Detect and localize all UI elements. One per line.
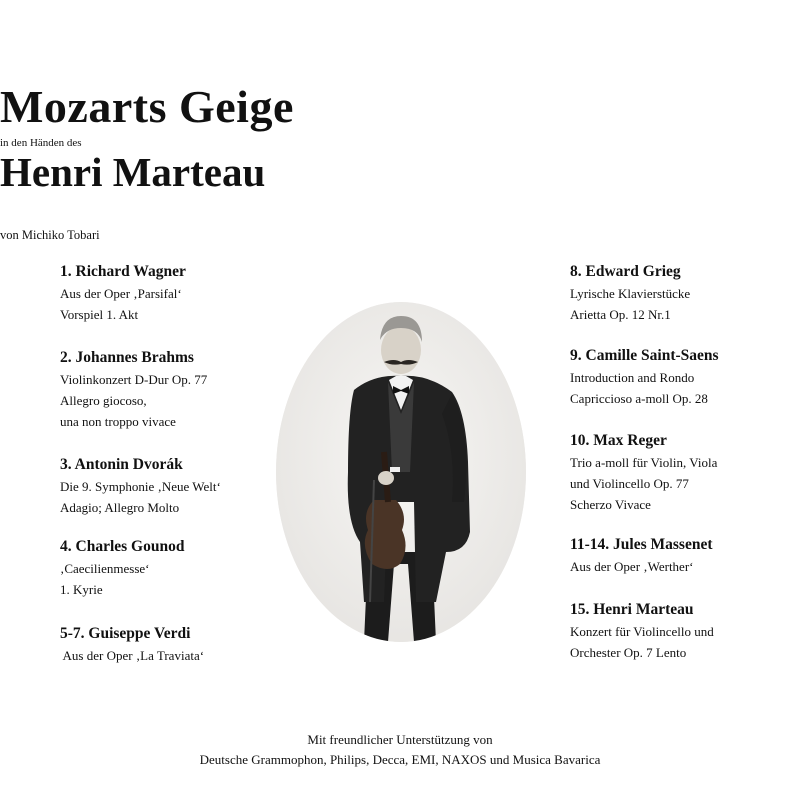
- track-line: Violinkonzert D-Dur Op. 77: [60, 372, 208, 387]
- composer-title: 3. Antonin Dvorák: [60, 456, 183, 473]
- footer-line: Deutsche Grammophon, Philips, Decca, EMI, NAXOS und Musica Bavarica: [199, 752, 601, 767]
- track-line: Adagio; Allegro Molto: [60, 500, 180, 515]
- track-line: Capriccioso a-moll Op. 28: [570, 391, 708, 406]
- track-item: [60, 262, 310, 325]
- composer-title: 11-14. Jules Massenet: [570, 536, 713, 553]
- track-line: Konzert für Violincello und: [570, 624, 714, 639]
- track-item: [60, 348, 310, 432]
- track-item: [570, 346, 790, 409]
- track-item: [60, 537, 310, 600]
- track-line: Lyrische Klavierstücke: [570, 286, 691, 301]
- composer-title: 5-7. Guiseppe Verdi: [60, 625, 191, 642]
- page-title: Mozarts Geige: [0, 81, 294, 132]
- track-line: Aus der Oper ‚La Traviata‘: [60, 648, 205, 663]
- composer-title: 8. Edward Grieg: [570, 263, 681, 280]
- footer-line: Mit freundlicher Unterstützung von: [307, 732, 493, 747]
- subtitle: in den Händen des: [0, 137, 82, 149]
- track-line: Aus der Oper ‚Werther‘: [570, 559, 694, 574]
- track-line: Vorspiel 1. Akt: [60, 307, 139, 322]
- track-line: Allegro giocoso,: [60, 393, 147, 408]
- track-item: [570, 600, 790, 663]
- track-item: [60, 624, 310, 666]
- track-line: Arietta Op. 12 Nr.1: [570, 307, 671, 322]
- composer-title: 9. Camille Saint-Saens: [570, 347, 719, 364]
- track-item: [60, 455, 310, 518]
- track-line: Aus der Oper ‚Parsifal‘: [60, 286, 182, 301]
- composer-title: 15. Henri Marteau: [570, 601, 694, 618]
- portrait-photo: [276, 302, 526, 642]
- violinist-portrait-icon: [276, 302, 526, 642]
- track-line: Die 9. Symphonie ‚Neue Welt‘: [60, 479, 221, 494]
- track-line: und Violincello Op. 77: [570, 476, 689, 491]
- track-line: 1. Kyrie: [60, 582, 103, 597]
- track-line: Introduction and Rondo: [570, 370, 695, 385]
- track-line: Orchester Op. 7 Lento: [570, 645, 687, 660]
- author-credit: von Michiko Tobari: [0, 228, 100, 242]
- track-item: [570, 262, 790, 325]
- composer-title: 10. Max Reger: [570, 432, 667, 449]
- track-line: Scherzo Vivace: [570, 497, 651, 512]
- performer-name: Henri Marteau: [0, 149, 266, 195]
- track-item: [570, 431, 790, 515]
- track-line: una non troppo vivace: [60, 414, 176, 429]
- composer-title: 1. Richard Wagner: [60, 263, 186, 280]
- track-line: Trio a-moll für Violin, Viola: [570, 455, 718, 470]
- track-line: ‚Caecilienmesse‘: [60, 561, 150, 576]
- composer-title: 2. Johannes Brahms: [60, 349, 194, 366]
- footer-credits: [0, 730, 800, 770]
- composer-title: 4. Charles Gounod: [60, 538, 185, 555]
- track-item: [570, 535, 790, 577]
